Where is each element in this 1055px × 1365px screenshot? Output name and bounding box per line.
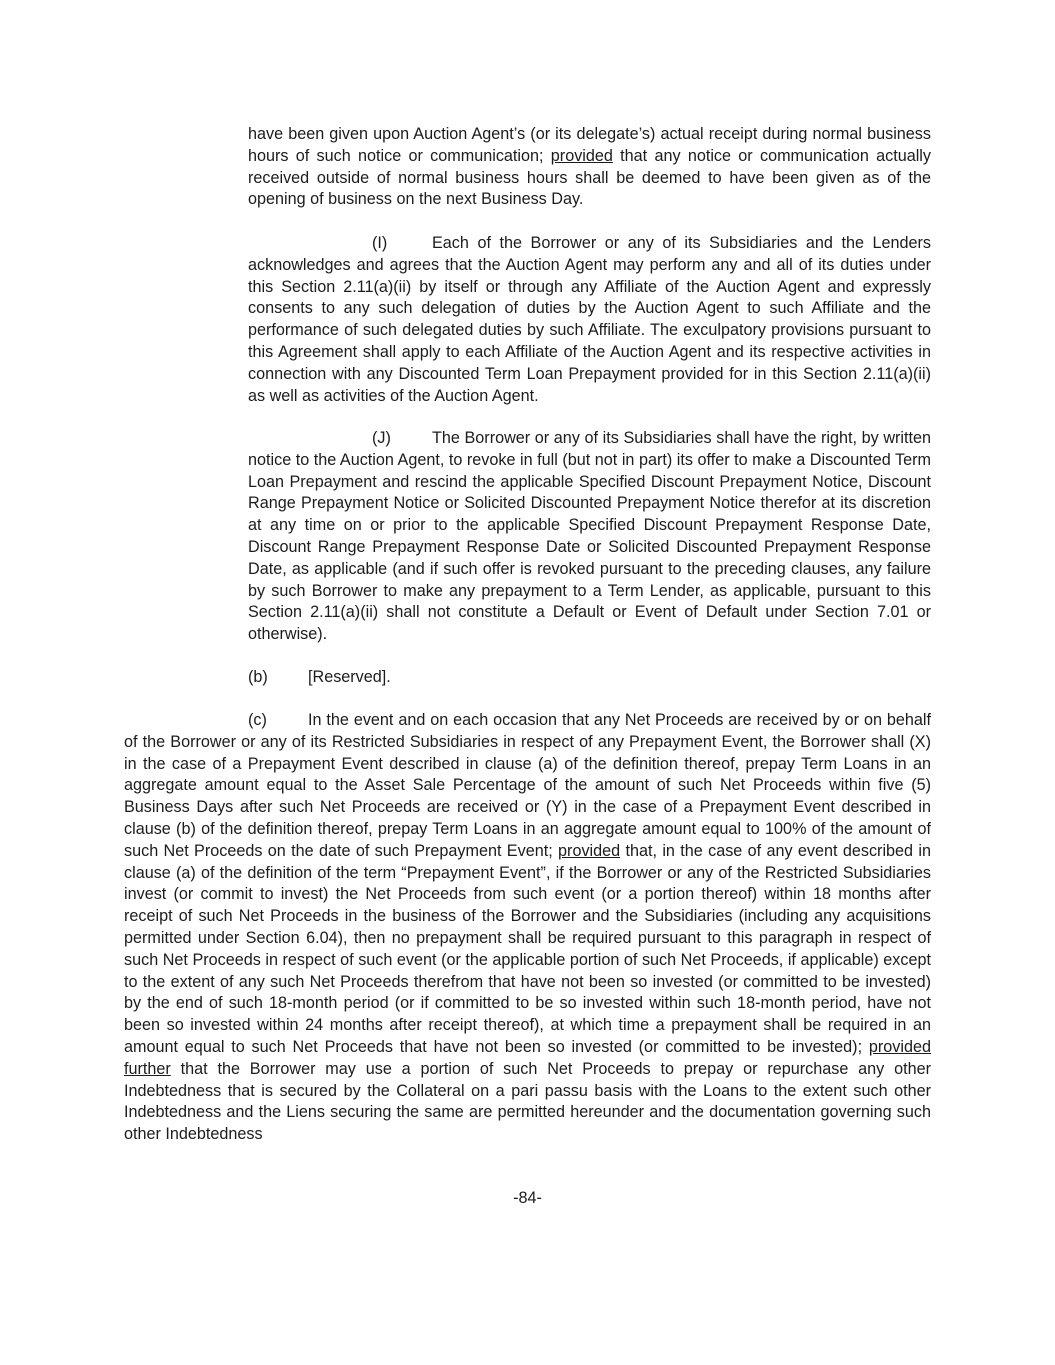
underlined-term-further: further [124, 1059, 171, 1078]
clause-text: The Borrower or any of its Subsidiaries shall have the right, by written notice to the Auction Agent, to revoke in full (but not in part) its offer to make a Discounted Term Loan Prepayment and rescind the applicable Specified Discount Prepayment Notice, Discount Range Prepayment Notice or Solicited Discounted Prepayment Notice therefor at its discretion at any time on or prior to the applicable Specified Discount Prepayment Response Date, Discount Range Prepayment Response Date or Solicited Discounted Prepayment Response Date, as applicable (and if such offer is revoked pursuant to the preceding clauses, any failure by such Borrower to make any prepayment to a Term Lender, as applicable, pursuant to this Section 2.11(a)(ii) shall not constitute a Default or Event of Default under Section 7.01 or otherwise). [248, 429, 931, 644]
clause-J [248, 428, 931, 646]
clause-label: (J) [372, 429, 391, 447]
clause-label: (b) [248, 668, 268, 686]
clause-b [248, 667, 931, 689]
clause-label: (c) [248, 711, 267, 729]
paragraph-text: have been given upon Auction Agent’s (or its delegate’s) actual receipt during normal business hours of such notice or communication; [248, 125, 931, 165]
page-number: -84- [513, 1189, 542, 1207]
clause-text: Each of the Borrower or any of its Subsidiaries and the Lenders acknowledges and agrees that the Auction Agent may perform any and all of its duties under this Section 2.11(a)(ii) by itself or through any Affiliate of the Auction Agent and expressly consents to any such delegation of duties by the Auction Agent to such Affiliate and the performance of such delegated duties by such Affiliate. The exculpatory provisions pursuant to this Agreement shall apply to each Affiliate of the Auction Agent and its respective activities in connection with any Discounted Term Loan Prepayment provided for in this Section 2.11(a)(ii) as well as activities of the Auction Agent. [248, 234, 931, 405]
paragraph-text: that any notice or communication actually received outside of normal business hours shall be deemed to have been given as of the opening of business on the next Business Day. [248, 146, 931, 209]
underlined-term-provided: provided [550, 146, 613, 165]
clause-text: that, in the case of any event described in clause (a) of the definition of the term “Prepayment Event”, if the Borrower or any of the Restricted Subsidiaries invest (or commit to invest) the Net Proceeds from such event (or a portion thereof) within 18 months after receipt of such Net Proceeds in the business of the Borrower and the Subsidiaries (including any acquisitions permitted under Section 6.04), then no prepayment shall be required pursuant to this paragraph in respect of such Net Proceeds in respect of such event (or the applicable portion of such Net Proceeds, if applicable) except to the extent of any such Net Proceeds therefrom that have not been so invested (or committed to be invested) by the end of such 18-month period (or if committed to be so invested within such 18-month period, have not been so invested within 24 months after receipt thereof), at which time a prepayment shall be required in an amount equal to such Net Proceeds that have not been so invested (or committed to be invested); [124, 841, 931, 1056]
clause-label: (I) [372, 234, 388, 252]
clause-text: [Reserved]. [308, 668, 391, 686]
underlined-term-provided: provided [868, 1037, 931, 1056]
clause-c [124, 710, 931, 1146]
underlined-term-provided: provided [558, 841, 621, 860]
clause-text: that the Borrower may use a portion of such Net Proceeds to prepay or repurchase any other Indebtedness that is secured by the Collateral on a pari passu basis with the Loans to the extent such other Indebtedness and the Liens securing the same are permitted hereunder and the documentation governing such other Indebtedness [124, 1059, 931, 1144]
clause-text: In the event and on each occasion that any Net Proceeds are received by or on behalf of the Borrower or any of its Restricted Subsidiaries in respect of any Prepayment Event, the Borrower shall (X) in the case of a Prepayment Event described in clause (a) of the definition thereof, prepay Term Loans in an aggregate amount equal to the Asset Sale Percentage of the amount of such Net Proceeds within five (5) Business Days after such Net Proceeds are received or (Y) in the case of a Prepayment Event described in clause (b) of the definition thereof, prepay Term Loans in an aggregate amount equal to 100% of the amount of such Net Proceeds on the date of such Prepayment Event; [124, 711, 931, 860]
paragraph-continuation [248, 124, 931, 211]
clause-I [248, 233, 931, 407]
